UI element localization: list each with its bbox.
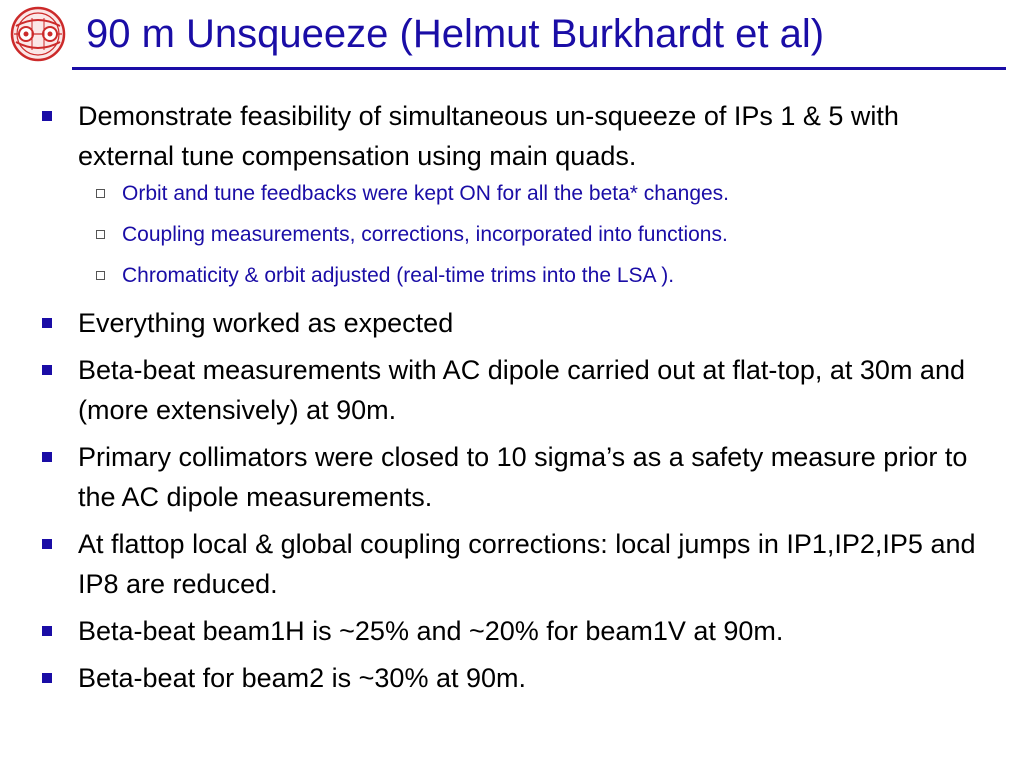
bullet-text: Beta-beat for beam2 is ~30% at 90m. [78,663,527,693]
bullet-item [40,524,990,604]
bullet-item [40,96,990,290]
square-bullet-icon [42,365,52,375]
bullet-text: Beta-beat beam1H is ~25% and ~20% for beam1V at 90m. [78,616,784,646]
sub-bullet-item [78,221,990,249]
bullet-item [40,350,990,430]
bullet-text: At flattop local & global coupling corrections: local jumps in IP1,IP2,IP5 and IP8 are reduced. [78,529,976,599]
bullet-item [40,437,990,517]
hollow-square-bullet-icon [96,271,105,280]
bullet-item [40,303,990,343]
sub-bullet-item [78,262,990,290]
square-bullet-icon [42,539,52,549]
bullet-text: Demonstrate feasibility of simultaneous un-squeeze of IPs 1 & 5 with external tune compensation using main quads. [78,101,899,171]
bullet-text: Primary collimators were closed to 10 sigma’s as a safety measure prior to the AC dipole measurements. [78,442,968,512]
square-bullet-icon [42,452,52,462]
slide-body [40,96,990,705]
bullet-text: Everything worked as expected [78,308,454,338]
square-bullet-icon [42,626,52,636]
bullet-list [40,96,990,698]
sub-bullet-item [78,180,990,208]
hollow-square-bullet-icon [96,189,105,198]
bullet-item [40,658,990,698]
slide-title: 90 m Unsqueeze (Helmut Burkhardt et al) [86,12,825,56]
square-bullet-icon [42,673,52,683]
sub-bullet-text: Chromaticity & orbit adjusted (real-time trims into the LSA ). [122,264,675,287]
sub-bullet-text: Coupling measurements, corrections, incorporated into functions. [122,223,728,246]
sub-bullet-list [78,180,990,290]
bullet-item [40,611,990,651]
bullet-text: Beta-beat measurements with AC dipole carried out at flat-top, at 30m and (more extensively) at 90m. [78,355,965,425]
sub-bullet-text: Orbit and tune feedbacks were kept ON for all the beta* changes. [122,182,730,205]
title-underline [72,67,1006,70]
square-bullet-icon [42,111,52,121]
hollow-square-bullet-icon [96,230,105,239]
square-bullet-icon [42,318,52,328]
lhc-magnet-logo-icon [2,4,74,64]
